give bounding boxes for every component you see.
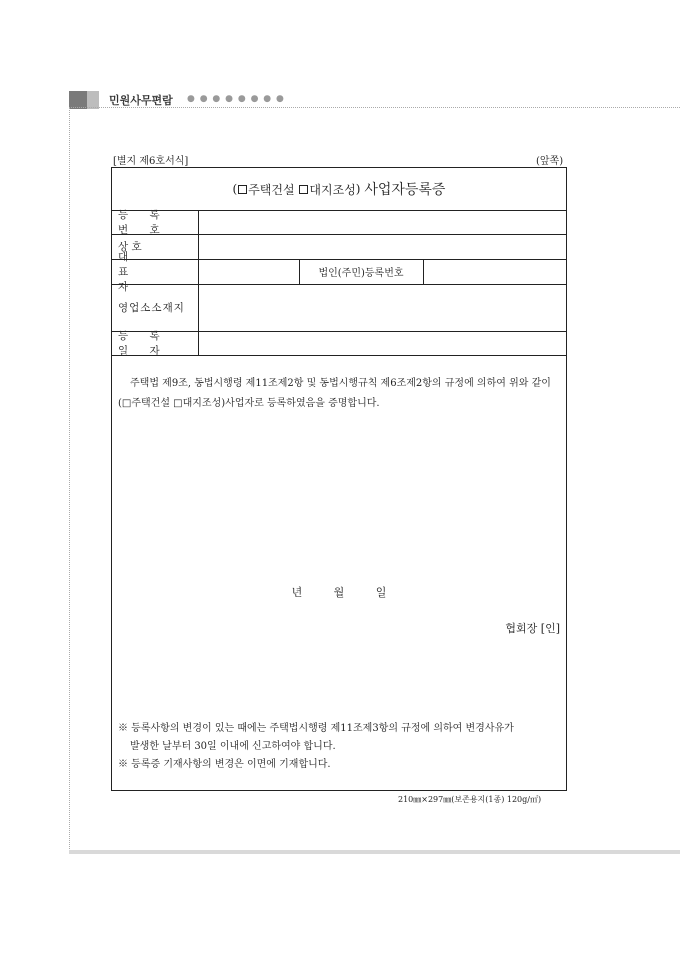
page-frame-bottom <box>69 850 680 854</box>
title-option-land: 대지조성 <box>309 182 356 197</box>
header-dots: ● ● ● ● ● ● ● ● <box>187 94 285 104</box>
registration-form <box>111 167 567 791</box>
label-corp-reg-no: 법인(주민)등록번호 <box>318 268 404 279</box>
note-line: ※ 등록사항의 변경이 있는 때에는 주택법시행령 제11조제3항의 규정에 의하여 변경사유가 <box>118 723 514 734</box>
issuer-signature: 협회장 [인] <box>505 622 560 635</box>
title-option-housing: 주택건설 <box>248 182 295 197</box>
label-representative: 대 표 자 <box>112 259 199 284</box>
header-title: 민원사무편람 <box>109 94 173 107</box>
checkbox-housing[interactable] <box>238 185 247 194</box>
label-trade-name-text: 상 호 <box>118 241 142 253</box>
row-reg-date <box>112 331 566 356</box>
label-office-address: 영업소소재지 <box>112 284 199 331</box>
note-line: 발생한 날부터 30일 이내에 신고하여야 합니다. <box>130 741 336 752</box>
row-representative <box>112 251 566 293</box>
certification-text: 주택법 제9조, 동법시행령 제11조제2항 및 동법시행규칙 제6조제2항의 규정에 의하여 위와 같이(□주택건설 □대지조성)사업자로 등록하였음을 증명합니다. <box>118 378 551 409</box>
note-line: ※ 등록증 기재사항의 변경은 이면에 기재합니다. <box>118 759 331 770</box>
checkbox-land[interactable] <box>299 185 308 194</box>
page-frame-top <box>69 107 680 108</box>
title-main: 사업자등록증 <box>364 182 446 198</box>
date-line: 년 월 일 <box>291 586 387 599</box>
form-title <box>112 168 566 211</box>
form-number: [별지 제6호서식] <box>113 156 189 167</box>
side-label: (앞쪽) <box>536 156 564 167</box>
divider <box>423 259 424 284</box>
paper-spec: 210㎜×297㎜(보존용지(1종) 120g/㎡) <box>398 795 542 804</box>
title-paren-open: ( <box>232 182 238 196</box>
label-reg-date: 등 록 일 자 <box>112 331 199 355</box>
row-office-address <box>112 284 566 332</box>
page-frame-left <box>69 107 70 851</box>
title-paren-close: ) <box>355 182 361 196</box>
label-reg-no: 등 록 번 호 <box>112 210 199 234</box>
notes <box>118 720 560 774</box>
row-reg-no <box>112 210 566 235</box>
